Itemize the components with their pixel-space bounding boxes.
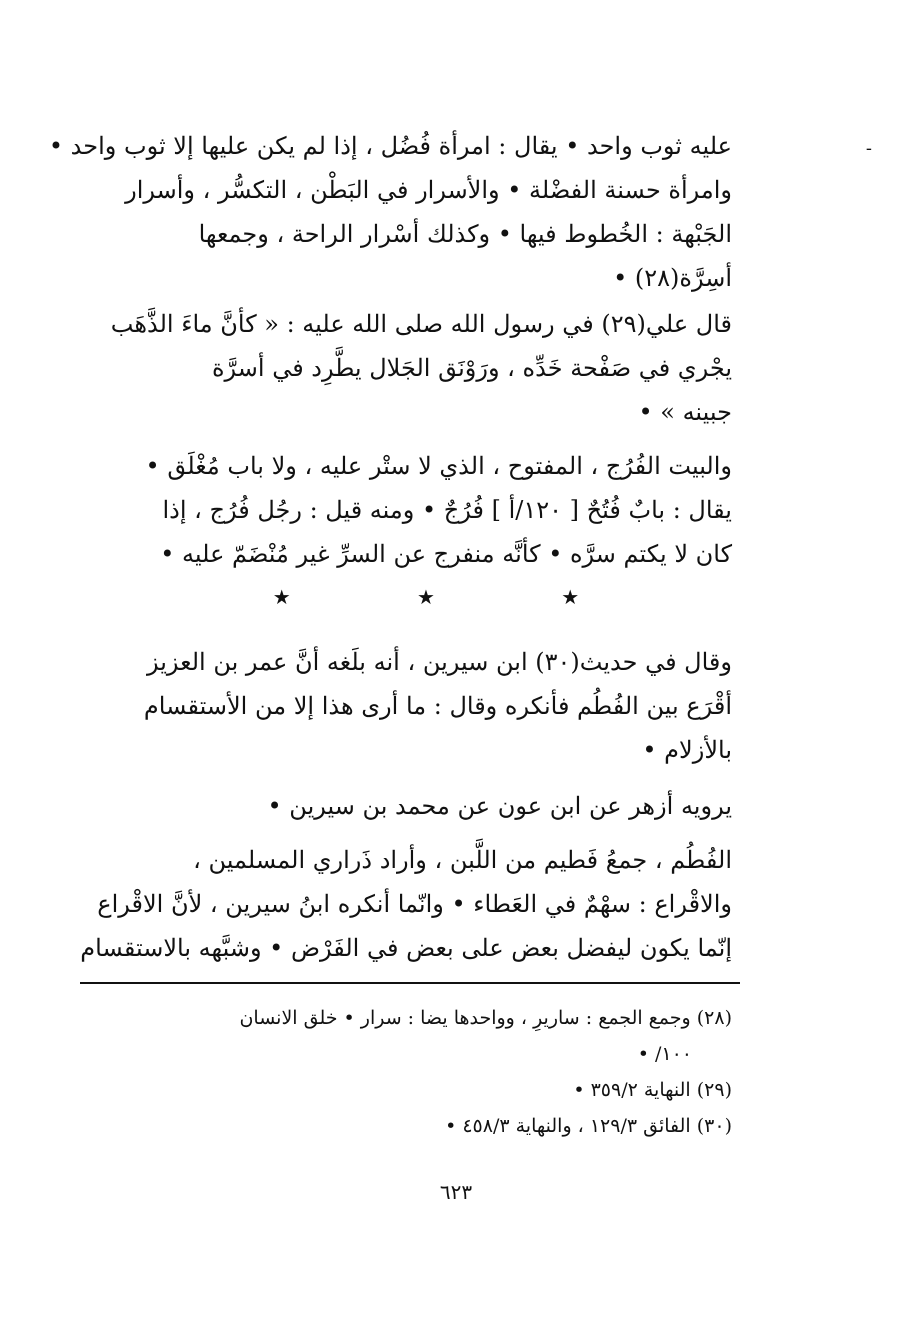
text-line: والاقْراع : سهْمٌ في العَطاء • وانّما أنكره ابنُ سيرين ، لأنَّ الاقْراع <box>97 890 732 918</box>
text-line: كان لا يكتم سرَّه • كأنَّه منفرج عن السرِّ غير مُنْضَمّ عليه • <box>160 540 732 568</box>
footnote-28: (٢٨) وجمع الجمع : ساريرِ ، وواحدها يضا : سرار • خلق الانسان <box>239 1007 732 1029</box>
text-line: يقال : بابٌ فُتُحٌ [ ١٢٠/أ ] فُرُجٌ • ومنه قيل : رجُل فُرُج ، إذا <box>162 496 732 524</box>
text-line: يجْري في صَفْحة خَدِّه ، ورَوْنَق الجَلال يطَّرِد في أسرَّة <box>211 354 732 382</box>
text-line: والبيت الفُرُج ، المفتوح ، الذي لا ستْر عليه ، ولا باب مُغْلَق • <box>145 452 732 480</box>
text-line: الجَبْهة : الخُطوط فيها • وكذلك أسْرار الراحة ، وجمعها <box>198 220 732 248</box>
footnote-divider <box>80 982 740 984</box>
paragraph-4 <box>82 640 732 772</box>
paragraph-3 <box>82 444 732 576</box>
text-line: عليه ثوب واحد • يقال : امرأة فُضُل ، إذا لم يكن عليها إلا ثوب واحد • <box>48 132 732 160</box>
footnote-29: (٢٩) النهاية ٣٥٩/٢ • <box>573 1079 732 1101</box>
text-line: وقال في حديث(٣٠) ابن سيرين ، أنه بلَغه أنَّ عمر بن العزيز <box>147 648 732 676</box>
paragraph-6 <box>82 838 732 970</box>
page-number: ٦٢٣ <box>439 1180 473 1204</box>
paragraph-1 <box>48 124 732 300</box>
margin-mark: - <box>865 138 872 159</box>
text-line: أقْرَع بين الفُطُم فأنكره وقال : ما أرى هذا إلا من الأستقسام <box>143 692 732 720</box>
text-line: وامرأة حسنة الفضْلة • والأسرار في البَطْن ، التكسُّر ، وأسرار <box>125 176 732 204</box>
footnote-28-continuation: ١٠٠/ • <box>637 1043 692 1065</box>
paragraph-5 <box>82 784 732 828</box>
section-separator-stars: ★ ★ ★ <box>272 585 640 609</box>
text-line: أسِرَّة(٢٨) • <box>613 264 732 292</box>
footnote-30: (٣٠) الفائق ١٢٩/٣ ، والنهاية ٤٥٨/٣ • <box>445 1115 732 1137</box>
paragraph-2 <box>82 302 732 434</box>
text-line: بالأزلام • <box>642 736 732 764</box>
text-line: الفُطُم ، جمعُ فَطيم من اللَّبن ، وأراد ذَراري المسلمين ، <box>193 846 732 874</box>
text-line: يرويه أزهر عن ابن عون عن محمد بن سيرين • <box>267 792 732 820</box>
footnotes <box>82 1000 732 1144</box>
text-line: إنّما يكون ليفضل بعض على بعض في الفَرْض • وشبَّهه بالاستقسام <box>80 934 732 962</box>
text-line: جبينه » • <box>638 398 732 426</box>
text-line: قال علي(٢٩) في رسول الله صلى الله عليه : « كأنَّ ماءَ الذَّهَب <box>110 310 732 338</box>
